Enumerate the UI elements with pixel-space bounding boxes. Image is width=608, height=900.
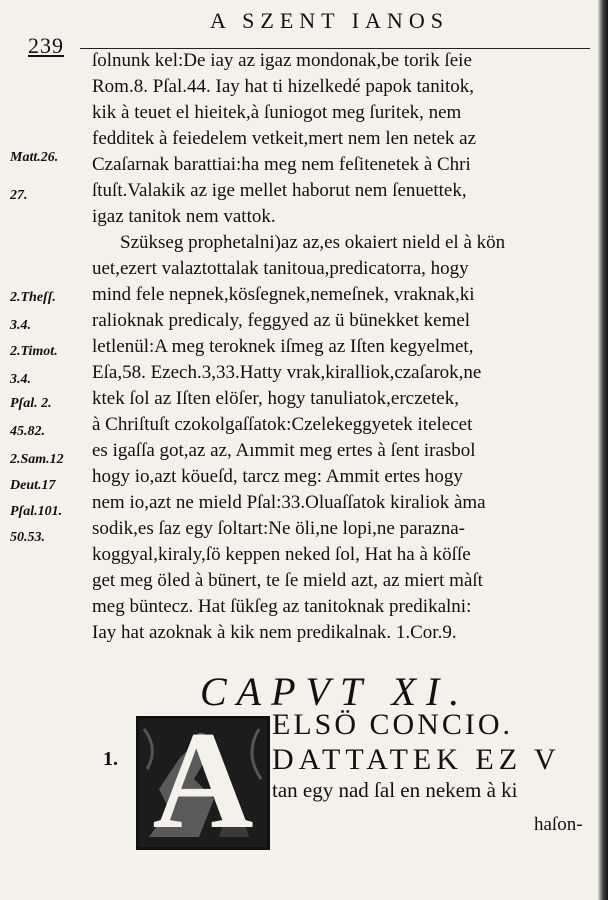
margin-note: Pſal. 2. — [10, 396, 52, 411]
margin-note: Deut.17 — [10, 478, 56, 493]
text-line: letlenül:A meg teroknek iſmeg az Iſten kegyelmet, — [92, 336, 474, 357]
text-line: uet,ezert valaztottalak tanitoua,predicatorra, hogy — [92, 258, 469, 279]
page-edge-shadow — [598, 0, 608, 900]
text-line: ktek ſol az Iſten elöſer, hogy tanuliatok,erczetek, — [92, 388, 459, 409]
text-line: igaz tanitok nem vattok. — [92, 206, 276, 227]
text-line: ralioknak predicaly, feggyed az ü bünekket kemel — [92, 310, 471, 331]
running-title: A SZENT IANOS — [210, 8, 449, 33]
text-line: sodik,es ſaz egy ſoltart:Ne öli,ne lopi,ne parazna- — [92, 518, 466, 539]
margin-note: Matt.26. — [10, 150, 59, 165]
text-line: Szükseg prophetalni)az az,es okaiert nield el à kön — [120, 232, 506, 253]
margin-note: 27. — [10, 188, 28, 203]
chapter-heading: CAPVT XI. — [200, 669, 470, 714]
margin-note: 3.4. — [10, 318, 31, 333]
concio-text-line-2: tan egy nad ſal en nekem à ki — [272, 778, 518, 802]
initial-letter: A — [152, 716, 254, 850]
text-line: koggyal,kiraly,ſö keppen neked ſol, Hat ha à köſſe — [92, 544, 471, 565]
margin-note: 50.53. — [10, 530, 45, 545]
margin-note: 45.82. — [10, 424, 45, 439]
text-line: Iay hat azoknak à kik nem predikalnak. 1.Cor.9. — [92, 622, 457, 643]
margin-note: 2.Sam.12 — [10, 452, 64, 467]
text-line: get meg öled à bünert, te ſe mield azt, az miert màſt — [92, 570, 483, 591]
text-line: fedditek à feiedelem vetkeit,mert nem len netek az — [92, 128, 477, 149]
header-rule — [80, 48, 590, 49]
margin-note: 2.Theſſ. — [10, 290, 56, 305]
section-number: 1. — [103, 748, 118, 770]
text-line: ſolnunk kel:De iay az igaz mondonak,be torik ſeie — [92, 50, 472, 71]
decorated-initial — [136, 716, 270, 850]
page-number: 239 — [28, 33, 64, 58]
text-line: hogy io,azt köueſd, tarcz meg: Ammit ertes hogy — [92, 466, 463, 487]
concio-title: ELSÖ CONCIO. — [272, 708, 514, 741]
text-line: es igaſſa got,az az, Aımmit meg ertes à ſent irasbol — [92, 440, 476, 461]
margin-note: Pſal.101. — [10, 504, 63, 519]
concio-text-line-1: DATTATEK EZ V — [272, 743, 561, 776]
text-line: meg büntecz. Hat ſükſeg az tanitoknak predikalni: — [92, 596, 472, 617]
text-line: Eſa,58. Ezech.3,33.Hatty vrak,kiralliok,czaſarok,ne — [92, 362, 482, 383]
text-line: ſtuſt.Valakik az ige mellet haborut nem ſenuettek, — [92, 180, 467, 201]
text-line: mind fele nepnek,kösſegnek,nemeſnek, vraknak,ki — [92, 284, 475, 305]
text-line: nem io,azt ne mield Pſal:33.Oluaſſatok kiraliok àma — [92, 492, 486, 513]
text-line: Rom.8. Pſal.44. Iay hat ti hizelkedé papok tanitok, — [92, 76, 475, 97]
margin-note: 2.Timot. — [10, 344, 58, 359]
text-line: kik à teuet el hieitek,à ſuniogot meg ſuritek, nem — [92, 102, 462, 123]
text-line: à Chriſtuſt czokolgaſſatok:Czelekeggyetek itelecet — [92, 414, 473, 435]
margin-note: 3.4. — [10, 372, 31, 387]
text-line: Czaſarnak barattiai:ha meg nem feſitenetek à Chri — [92, 154, 471, 175]
catchword: haſon- — [534, 814, 583, 835]
